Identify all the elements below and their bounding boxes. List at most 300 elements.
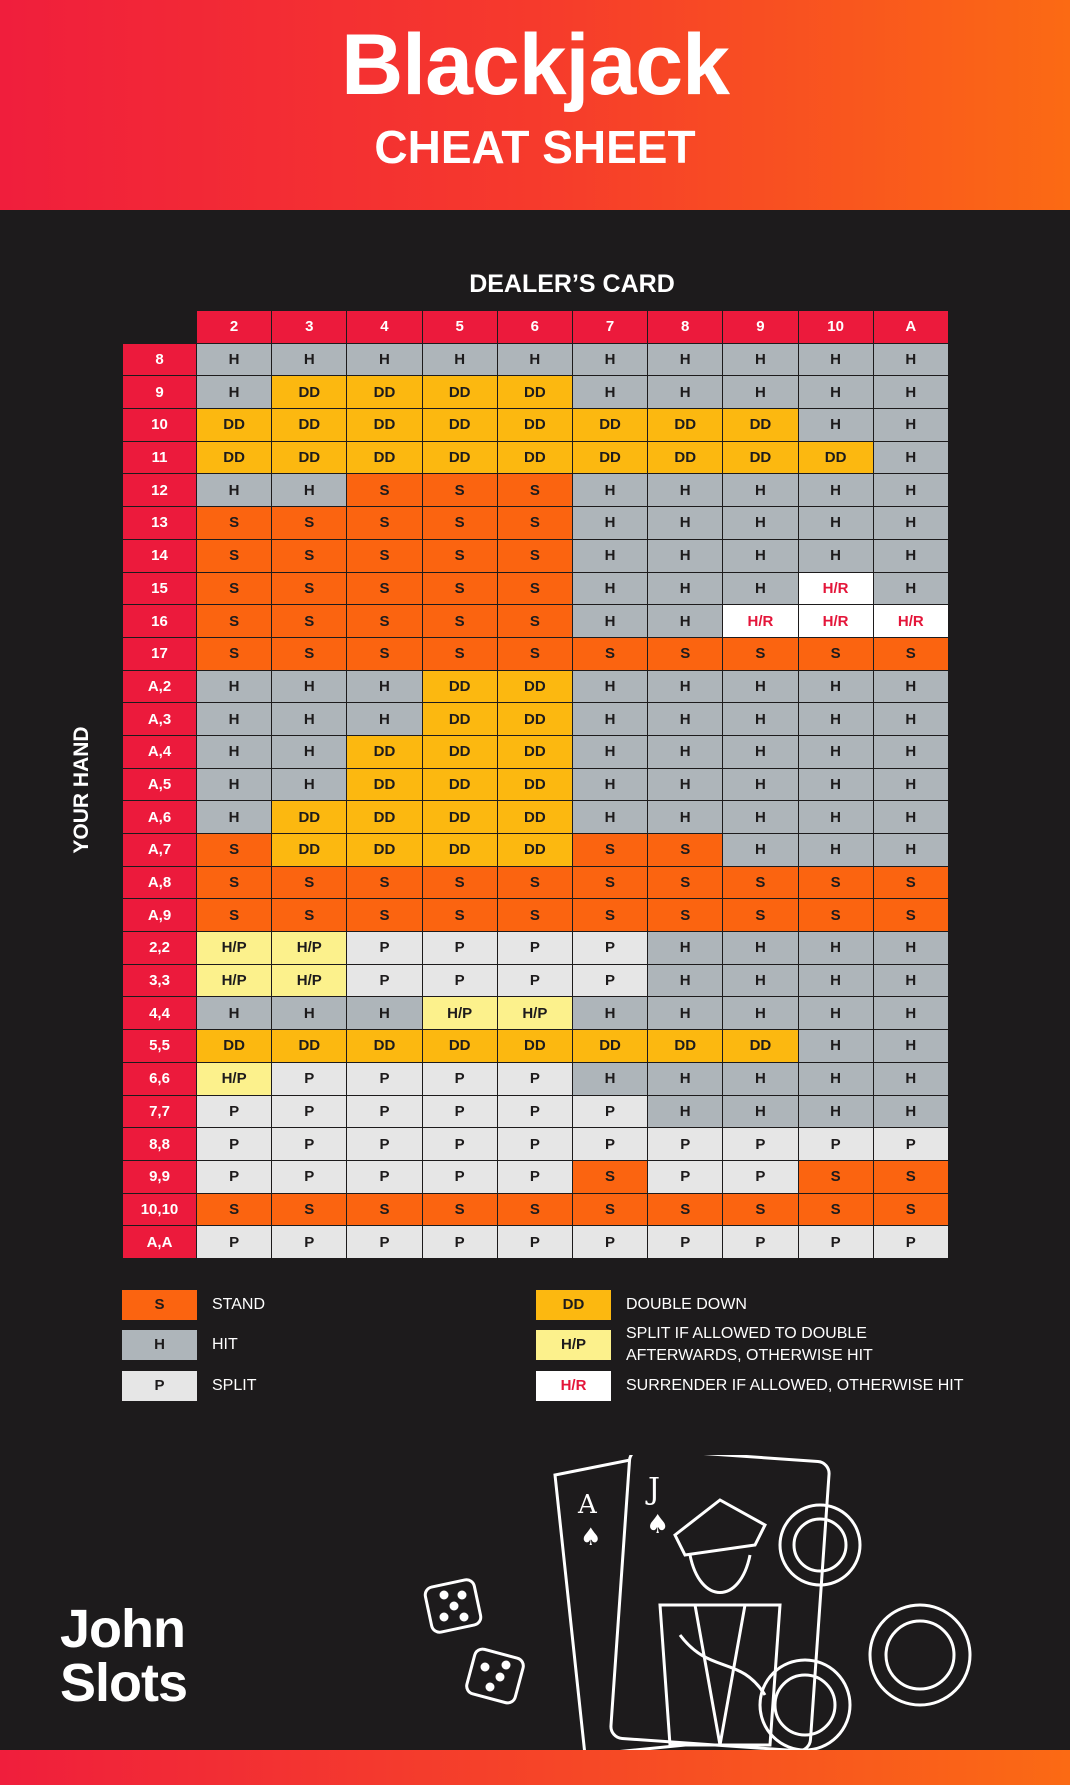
strategy-cell: H [648,1062,723,1095]
strategy-cell: S [197,1193,272,1226]
strategy-cell: H [798,474,873,507]
strategy-cell: H/P [197,964,272,997]
strategy-cell: DD [347,801,422,834]
strategy-cell: P [572,1226,647,1259]
strategy-cell: DD [347,441,422,474]
strategy-cell: S [347,866,422,899]
your-hand-header: A,4 [123,735,197,768]
your-hand-header: 9,9 [123,1160,197,1193]
strategy-cell: P [422,1062,497,1095]
strategy-cell: DD [422,1030,497,1063]
strategy-cell: H [572,605,647,638]
strategy-cell: H [723,539,798,572]
dealer-card-header: 2 [197,311,272,344]
dealer-card-label: DEALER’S CARD [469,270,675,298]
brand-logo [60,1599,188,1713]
strategy-cell: H [873,670,948,703]
strategy-cell: H [798,834,873,867]
strategy-cell: S [347,507,422,540]
strategy-cell: S [422,539,497,572]
strategy-cell: S [798,899,873,932]
your-hand-header: 6,6 [123,1062,197,1095]
table-row [123,343,949,376]
strategy-cell: S [648,637,723,670]
strategy-cell: H [648,801,723,834]
strategy-cell: S [572,1193,647,1226]
strategy-cell: S [723,866,798,899]
table-row [123,1128,949,1161]
strategy-cell: P [497,1128,572,1161]
strategy-cell: H/R [723,605,798,638]
strategy-cell: DD [272,834,347,867]
strategy-cell: DD [497,834,572,867]
strategy-cell: H [648,735,723,768]
strategy-cell: H [798,703,873,736]
strategy-cell: S [347,637,422,670]
strategy-cell: H [723,376,798,409]
strategy-cell: H [798,997,873,1030]
strategy-cell: P [497,1160,572,1193]
strategy-cell: DD [347,735,422,768]
strategy-cell: S [347,605,422,638]
strategy-cell: H [572,474,647,507]
strategy-cell: S [497,474,572,507]
legend-swatch-split: P [122,1371,197,1401]
strategy-cell: H [272,997,347,1030]
strategy-cell: P [422,964,497,997]
table-row [123,1030,949,1063]
dealer-card-header: 5 [422,311,497,344]
strategy-cell: S [197,899,272,932]
table-row [123,572,949,605]
table-row [123,474,949,507]
your-hand-header: 4,4 [123,997,197,1030]
your-hand-header: A,2 [123,670,197,703]
strategy-cell: H [272,768,347,801]
strategy-cell: H [798,735,873,768]
strategy-cell: H [723,1095,798,1128]
strategy-cell: S [272,1193,347,1226]
strategy-cell: DD [272,801,347,834]
dealer-card-header: 7 [572,311,647,344]
legend-label-split: SPLIT [212,1377,257,1394]
strategy-cell: H [873,997,948,1030]
svg-text:A: A [578,1490,597,1520]
strategy-cell: H/R [798,572,873,605]
strategy-cell: H [723,735,798,768]
strategy-cell: S [798,1160,873,1193]
strategy-cell: H [723,507,798,540]
strategy-cell: S [648,866,723,899]
your-hand-header: 8 [123,343,197,376]
strategy-cell: H [873,703,948,736]
strategy-cell: S [197,637,272,670]
strategy-cell: S [497,572,572,605]
dealer-card-header: 3 [272,311,347,344]
table-row [123,768,949,801]
strategy-cell: H [197,670,272,703]
strategy-cell: S [422,1193,497,1226]
strategy-cell: H [798,507,873,540]
strategy-cell: H [197,801,272,834]
strategy-cell: P [873,1226,948,1259]
strategy-cell: H [422,343,497,376]
strategy-cell: P [648,1226,723,1259]
strategy-cell: S [197,605,272,638]
strategy-cell: DD [197,441,272,474]
your-hand-header: 7,7 [123,1095,197,1128]
strategy-cell: P [723,1160,798,1193]
strategy-cell: H [572,801,647,834]
legend-swatch-surrender: H/R [536,1371,611,1401]
strategy-cell: P [347,1226,422,1259]
strategy-cell: H [648,474,723,507]
strategy-cell: P [197,1128,272,1161]
your-hand-header: 9 [123,376,197,409]
strategy-cell: S [497,539,572,572]
table-corner [123,311,197,344]
strategy-cell: H [723,834,798,867]
strategy-cell: H [873,932,948,965]
table-row [123,703,949,736]
strategy-cell: H [873,801,948,834]
strategy-cell: S [197,507,272,540]
your-hand-header: 13 [123,507,197,540]
strategy-cell: H [272,735,347,768]
strategy-cell: H [723,768,798,801]
strategy-cell: P [572,964,647,997]
strategy-cell: H [723,997,798,1030]
dealer-card-header: A [873,311,948,344]
legend-label-surrender: SURRENDER IF ALLOWED, OTHERWISE HIT [626,1377,964,1394]
strategy-cell: H [648,376,723,409]
strategy-cell: H [873,539,948,572]
strategy-cell: S [422,899,497,932]
strategy-cell: H [873,376,948,409]
strategy-cell: DD [497,703,572,736]
strategy-cell: P [648,1128,723,1161]
strategy-cell: P [648,1160,723,1193]
your-hand-header: A,5 [123,768,197,801]
strategy-cell: DD [347,834,422,867]
strategy-cell: H [648,507,723,540]
strategy-cell: H [648,1095,723,1128]
strategy-cell: H [798,801,873,834]
strategy-cell: H/R [873,605,948,638]
strategy-cell: S [723,1193,798,1226]
strategy-cell: DD [422,735,497,768]
your-hand-header: A,3 [123,703,197,736]
strategy-cell: P [272,1095,347,1128]
strategy-cell: DD [422,409,497,442]
strategy-cell: P [497,932,572,965]
strategy-cell: H [798,768,873,801]
strategy-cell: H [572,1062,647,1095]
dealer-card-header: 4 [347,311,422,344]
strategy-cell: DD [272,1030,347,1063]
strategy-cell: S [347,899,422,932]
your-hand-header: 5,5 [123,1030,197,1063]
strategy-cell: H [798,343,873,376]
table-row [123,1062,949,1095]
strategy-cell: S [497,605,572,638]
strategy-cell: DD [497,1030,572,1063]
strategy-cell: P [873,1128,948,1161]
legend-label-hit: HIT [212,1336,238,1353]
strategy-cell: S [347,474,422,507]
strategy-cell: DD [572,1030,647,1063]
strategy-cell: H [798,964,873,997]
page-subtitle: CHEAT SHEET [374,121,696,173]
strategy-cell: S [572,866,647,899]
strategy-cell: H [648,768,723,801]
strategy-cell: S [497,1193,572,1226]
strategy-cell: S [572,899,647,932]
your-hand-header: 10 [123,409,197,442]
strategy-cell: DD [272,441,347,474]
strategy-cell: H [873,834,948,867]
legend-swatch-hit: H [122,1330,197,1360]
table-row [123,899,949,932]
strategy-cell: S [648,1193,723,1226]
strategy-cell: H [873,768,948,801]
dealer-card-header: 6 [497,311,572,344]
strategy-cell: S [272,605,347,638]
strategy-cell: P [272,1226,347,1259]
strategy-cell: H [572,376,647,409]
strategy-cell: DD [723,409,798,442]
strategy-cell: DD [723,441,798,474]
strategy-cell: S [197,572,272,605]
strategy-cell: DD [422,441,497,474]
strategy-cell: H [798,409,873,442]
your-hand-header: 8,8 [123,1128,197,1161]
strategy-cell: H [272,474,347,507]
strategy-cell: P [572,932,647,965]
strategy-cell: H/P [197,932,272,965]
your-hand-header: A,7 [123,834,197,867]
strategy-cell: DD [422,376,497,409]
strategy-cell: DD [272,376,347,409]
strategy-cell: P [723,1226,798,1259]
your-hand-header: A,8 [123,866,197,899]
strategy-cell: H [648,572,723,605]
strategy-cell: S [873,637,948,670]
svg-text:J: J [648,1472,661,1507]
strategy-cell: DD [497,801,572,834]
strategy-cell: S [272,572,347,605]
your-hand-header: 10,10 [123,1193,197,1226]
strategy-cell: DD [497,735,572,768]
strategy-cell: S [497,899,572,932]
table-row [123,964,949,997]
your-hand-header: A,9 [123,899,197,932]
strategy-cell: S [723,899,798,932]
strategy-cell: P [497,1062,572,1095]
strategy-cell: P [422,1226,497,1259]
table-row [123,376,949,409]
table-row [123,1226,949,1259]
strategy-cell: P [347,1095,422,1128]
strategy-cell: H [347,997,422,1030]
strategy-cell: S [497,866,572,899]
strategy-cell: P [347,1062,422,1095]
strategy-cell: DD [497,376,572,409]
strategy-cell: H [648,932,723,965]
strategy-cell: S [272,539,347,572]
strategy-cell: P [197,1160,272,1193]
strategy-cell: H [648,605,723,638]
table-row [123,539,949,572]
strategy-cell: S [272,637,347,670]
strategy-cell: DD [648,441,723,474]
strategy-cell: S [798,637,873,670]
strategy-cell: S [873,899,948,932]
strategy-cell: DD [723,1030,798,1063]
table-row [123,507,949,540]
strategy-cell: H [873,343,948,376]
legend-label-stand: STAND [212,1296,266,1313]
strategy-cell: S [798,1193,873,1226]
strategy-cell: S [272,866,347,899]
strategy-cell: H [873,1062,948,1095]
strategy-cell: H [873,474,948,507]
strategy-cell: H [197,343,272,376]
strategy-cell: H [723,343,798,376]
strategy-cell: H [873,507,948,540]
strategy-cell: S [572,637,647,670]
strategy-cell: H [873,441,948,474]
strategy-cell: S [873,1160,948,1193]
strategy-cell: H [723,703,798,736]
your-hand-header: 2,2 [123,932,197,965]
strategy-cell: P [272,1062,347,1095]
strategy-cell: H [723,801,798,834]
strategy-cell: H [723,670,798,703]
strategy-cell: H [272,703,347,736]
strategy-cell: H [648,964,723,997]
strategy-cell: H/R [798,605,873,638]
strategy-cell: H [648,997,723,1030]
table-row [123,1160,949,1193]
strategy-cell: DD [422,703,497,736]
poker-chip-icon [870,1605,970,1705]
svg-text:♠: ♠ [646,1510,670,1540]
svg-text:♠: ♠ [580,1523,602,1551]
strategy-cell: DD [648,409,723,442]
strategy-cell: H [572,768,647,801]
your-hand-header: 15 [123,572,197,605]
strategy-cell: P [197,1095,272,1128]
strategy-cell: H [572,572,647,605]
strategy-cell: S [197,834,272,867]
dealer-card-header-row [123,311,949,344]
strategy-cell: H [873,409,948,442]
your-hand-header: 14 [123,539,197,572]
strategy-cell: H [648,703,723,736]
strategy-cell: P [572,1095,647,1128]
strategy-cell: H [873,1095,948,1128]
your-hand-header: 11 [123,441,197,474]
table-row [123,1095,949,1128]
strategy-cell: H [197,474,272,507]
strategy-cell: H [873,964,948,997]
strategy-cell: H [197,376,272,409]
strategy-cell: S [272,899,347,932]
strategy-cell: P [347,1128,422,1161]
legend-swatch-split-or-hit: H/P [536,1330,611,1360]
strategy-cell: S [873,866,948,899]
strategy-cell: H [347,343,422,376]
strategy-cell: DD [648,1030,723,1063]
strategy-cell: H [723,572,798,605]
your-hand-header: 3,3 [123,964,197,997]
strategy-cell: H [798,1030,873,1063]
strategy-cell: S [723,637,798,670]
your-hand-label: YOUR HAND [70,726,93,854]
cards-dice-chips-illustration [420,1455,980,1755]
table-row [123,409,949,442]
table-row [123,801,949,834]
table-row [123,866,949,899]
strategy-cell: P [347,964,422,997]
strategy-cell: P [272,1128,347,1161]
legend-swatch-double-down: DD [536,1290,611,1320]
strategy-cell: S [422,637,497,670]
strategy-cell: S [798,866,873,899]
strategy-cell: S [873,1193,948,1226]
strategy-cell: DD [197,1030,272,1063]
strategy-cell: H/P [272,932,347,965]
strategy-cell: H/P [272,964,347,997]
strategy-cell: P [422,1128,497,1161]
strategy-cell: DD [197,409,272,442]
strategy-cell: DD [272,409,347,442]
strategy-cell: S [197,539,272,572]
strategy-cell: P [723,1128,798,1161]
strategy-cell: P [422,1095,497,1128]
legend-label-double-down: DOUBLE DOWN [626,1296,747,1313]
strategy-cell: H [798,932,873,965]
strategy-cell: H [197,703,272,736]
strategy-cell: S [497,637,572,670]
brand-logo-line1: John [60,1599,185,1659]
strategy-cell: H/P [422,997,497,1030]
strategy-cell: DD [422,768,497,801]
strategy-cell: H [873,1030,948,1063]
strategy-cell: DD [422,670,497,703]
strategy-cell: DD [347,409,422,442]
strategy-cell: P [197,1226,272,1259]
your-hand-header: 12 [123,474,197,507]
strategy-cell: H [798,1095,873,1128]
strategy-cell: H [197,768,272,801]
strategy-cell: H [798,376,873,409]
strategy-cell: H [873,735,948,768]
strategy-cell: S [197,866,272,899]
table-row [123,605,949,638]
table-row [123,670,949,703]
legend-label-split-or-hit-line1: SPLIT IF ALLOWED TO DOUBLE [626,1325,867,1342]
strategy-cell: P [497,1095,572,1128]
page-title: Blackjack [341,17,729,113]
strategy-cell: H [272,670,347,703]
footer-bar [0,1750,1070,1785]
table-row [123,637,949,670]
strategy-cell: H [347,670,422,703]
strategy-cell: P [347,932,422,965]
strategy-cell: H [723,474,798,507]
